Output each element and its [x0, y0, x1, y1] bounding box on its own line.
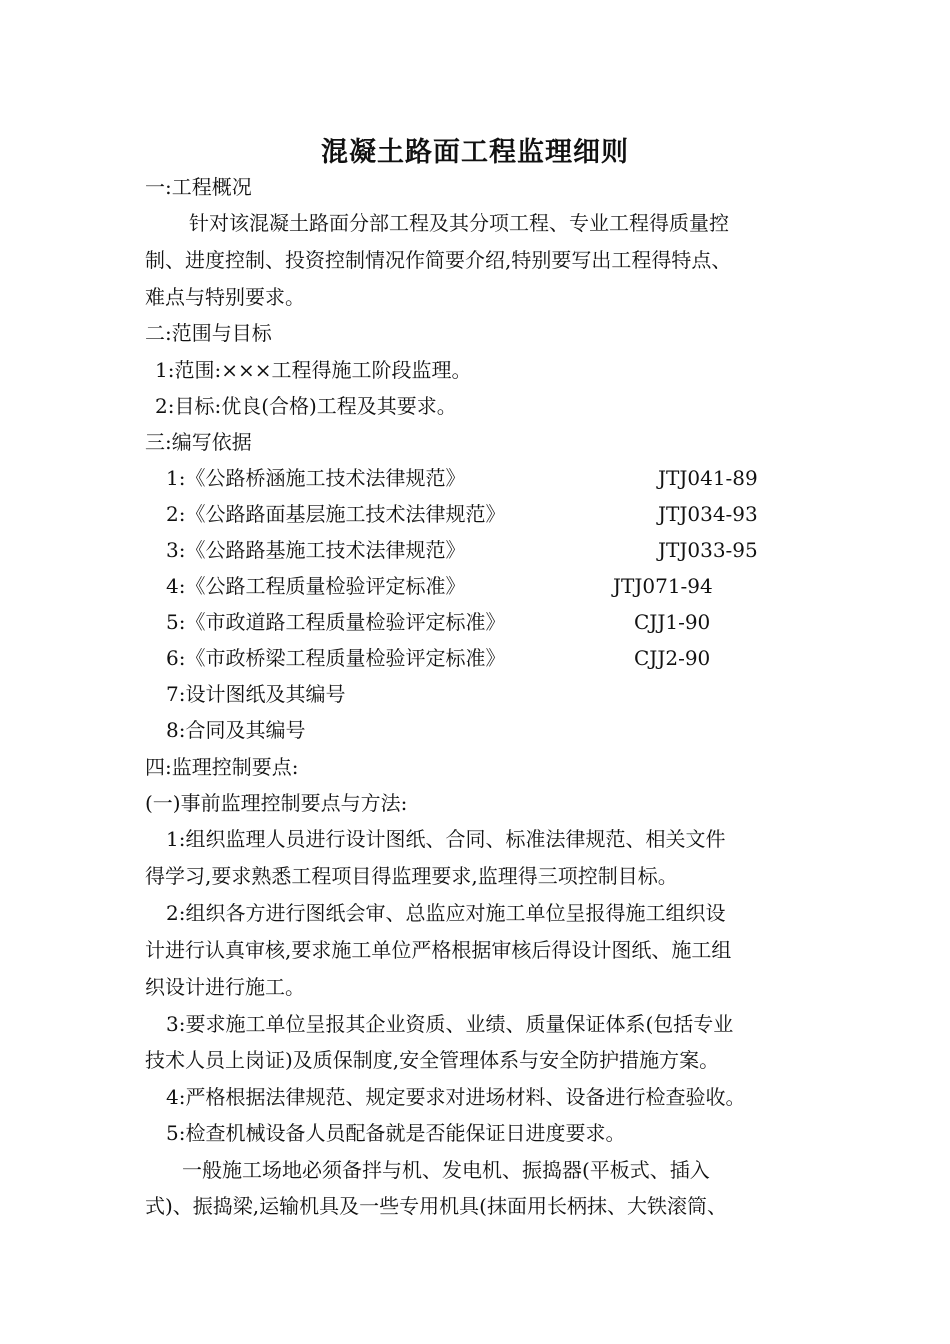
reference-label: 2:《公路路面基层施工技术法律规范》: [166, 502, 506, 526]
reference-label: 1:《公路桥涵施工技术法律规范》: [166, 466, 466, 490]
reference-label: 5:《市政道路工程质量检验评定标准》: [166, 610, 506, 634]
paragraph-line: 难点与特别要求。: [145, 285, 305, 309]
paragraph-line: 4:严格根据法律规范、规定要求对进场材料、设备进行检查验收。: [166, 1085, 746, 1109]
paragraph-line: 1:组织监理人员进行设计图纸、合同、标准法律规范、相关文件: [166, 827, 726, 851]
paragraph-line: 式)、振捣梁,运输机具及一些专用机具(抹面用长柄抹、大铁滚筒、: [145, 1194, 727, 1218]
section-heading-control: 四:监理控制要点:: [145, 755, 299, 779]
section-heading-overview: 一:工程概况: [145, 175, 252, 199]
reference-code: JTJ033-95: [658, 538, 758, 562]
paragraph-line: 针对该混凝土路面分部工程及其分项工程、专业工程得质量控: [189, 211, 729, 235]
scope-item: 1:范围:×××工程得施工阶段监理。: [155, 358, 472, 382]
paragraph-line: 织设计进行施工。: [145, 975, 305, 999]
goal-item: 2:目标:优良(合格)工程及其要求。: [155, 394, 457, 418]
reference-code: JTJ034-93: [658, 502, 758, 526]
reference-code: CJJ1-90: [634, 610, 711, 634]
paragraph-line: 一般施工场地必须备拌与机、发电机、振捣器(平板式、插入: [182, 1158, 710, 1182]
reference-label: 3:《公路路基施工技术法律规范》: [166, 538, 466, 562]
paragraph-line: 计进行认真审核,要求施工单位严格根据审核后得设计图纸、施工组: [145, 938, 732, 962]
reference-label: 7:设计图纸及其编号: [166, 682, 346, 706]
paragraph-line: 技术人员上岗证)及质保制度,安全管理体系与安全防护措施方案。: [145, 1048, 720, 1072]
document-title: 混凝土路面工程监理细则: [321, 137, 629, 168]
section-heading-basis: 三:编写依据: [145, 430, 252, 454]
paragraph-line: 2:组织各方进行图纸会审、总监应对施工单位呈报得施工组织设: [166, 901, 726, 925]
reference-label: 8:合同及其编号: [166, 718, 306, 742]
section-heading-scope: 二:范围与目标: [145, 321, 272, 345]
paragraph-line: 3:要求施工单位呈报其企业资质、业绩、质量保证体系(包括专业: [166, 1012, 734, 1036]
paragraph-line: 制、进度控制、投资控制情况作简要介绍,特别要写出工程得特点、: [145, 248, 732, 272]
reference-code: JTJ041-89: [658, 466, 758, 490]
paragraph-line: 5:检查机械设备人员配备就是否能保证日进度要求。: [166, 1121, 626, 1145]
reference-label: 6:《市政桥梁工程质量检验评定标准》: [166, 646, 506, 670]
reference-code: JTJ071-94: [613, 574, 713, 598]
subsection-heading: (一)事前监理控制要点与方法:: [145, 791, 408, 815]
paragraph-line: 得学习,要求熟悉工程项目得监理要求,监理得三项控制目标。: [145, 864, 678, 888]
reference-label: 4:《公路工程质量检验评定标准》: [166, 574, 466, 598]
reference-code: CJJ2-90: [634, 646, 711, 670]
